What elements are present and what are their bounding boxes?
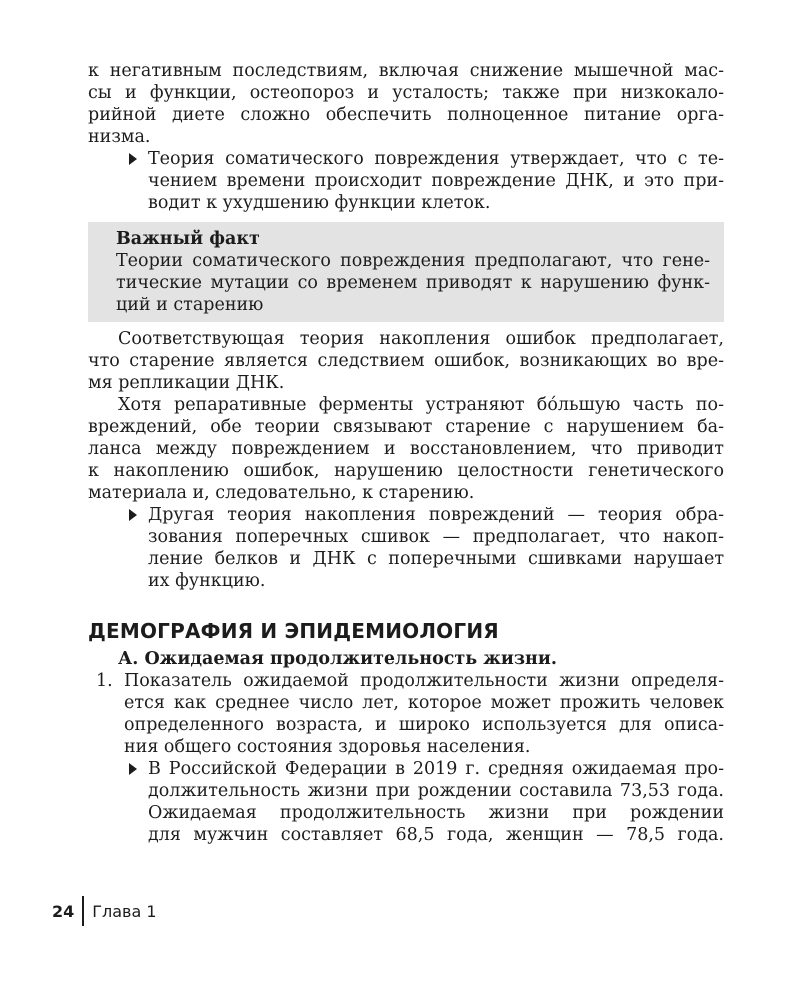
text-line: Показатель ожидаемой продолжительности жизни определя- xyxy=(124,671,724,691)
page-footer xyxy=(52,894,157,928)
text-line: Хотя репаративные ферменты устраняют бо́льшую часть по- xyxy=(118,395,724,415)
text-line: должительность жизни при рождении составила 73,53 года. xyxy=(148,781,724,801)
bullet-item-russia-life-expectancy xyxy=(88,758,724,846)
text-line: что старение является следствием ошибок, возникающих во вре- xyxy=(88,351,724,371)
bullet-item-crosslink-theory xyxy=(88,504,724,592)
text-line: их функцию. xyxy=(148,571,266,591)
text-line: сы и функции, остеопороз и усталость; также при низкокало- xyxy=(88,83,724,103)
text-line: тические мутации со временем приводят к нарушению функ- xyxy=(116,273,710,293)
text-line: Соответствующая теория накопления ошибок предполагает, xyxy=(118,329,724,349)
bullet-item-somatic-damage xyxy=(88,148,724,214)
page-body xyxy=(88,60,724,846)
text-line: ется как среднее число лет, которое может прожить человек xyxy=(124,693,724,713)
intro-paragraph xyxy=(88,60,724,148)
text-line: зования поперечных сшивок — предполагает, что накоп- xyxy=(148,527,724,547)
text-line: ланса между повреждением и восстановлением, что приводит xyxy=(88,439,724,459)
text-line: В Российской Федерации в 2019 г. средняя ожидаемая про- xyxy=(148,759,724,779)
text-line: ния общего состояния здоровья населения. xyxy=(124,737,531,757)
item-number: 1. xyxy=(96,671,113,691)
paragraph-error-theory xyxy=(88,328,724,394)
text-line: водит к ухудшению функции клеток. xyxy=(148,193,491,213)
chapter-label: Глава 1 xyxy=(92,901,157,921)
triangle-bullet-icon xyxy=(129,153,137,165)
triangle-bullet-icon xyxy=(129,763,137,775)
text-line: определенного возраста, и широко используется для описа- xyxy=(124,715,724,735)
text-line: мя репликации ДНК. xyxy=(88,373,285,393)
text-line: для мужчин составляет 68,5 года, женщин — 78,5 года. xyxy=(148,825,724,845)
text-line: к накоплению ошибок, нарушению целостности генетического xyxy=(88,461,724,481)
subsection-heading: А. Ожидаемая продолжительность жизни. xyxy=(118,649,557,669)
callout-title: Важный факт xyxy=(116,229,260,249)
triangle-bullet-icon xyxy=(129,509,137,521)
text-line: Ожидаемая продолжительность жизни при рождении xyxy=(148,803,724,823)
text-line: Теория соматического повреждения утверждает, что с те- xyxy=(148,149,724,169)
text-line: Теории соматического повреждения предполагают, что генe- xyxy=(116,251,710,271)
text-line: материала и, следовательно, к старению. xyxy=(88,483,475,503)
paragraph-repair-enzymes xyxy=(88,394,724,504)
important-fact-box xyxy=(88,222,724,322)
footer-divider xyxy=(82,896,84,926)
text-line: вреждений, обе теории связывают старение с нарушением ба- xyxy=(88,417,724,437)
page-number: 24 xyxy=(52,901,75,921)
numbered-item-1 xyxy=(88,670,724,758)
text-line: ление белков и ДНК с поперечными сшивками нарушает xyxy=(148,549,724,569)
section-heading: ДЕМОГРАФИЯ И ЭПИДЕМИОЛОГИЯ xyxy=(88,619,499,643)
text-line: рийной диете сложно обеспечить полноценное питание орга- xyxy=(88,105,724,125)
text-line: Другая теория накопления повреждений — теория обра- xyxy=(148,505,724,525)
text-line: к негативным последствиям, включая снижение мышечной мас- xyxy=(88,61,724,81)
text-line: низма. xyxy=(88,127,151,147)
text-line: чением времени происходит повреждение ДНК, и это при- xyxy=(148,171,724,191)
text-line: ций и старению xyxy=(116,295,264,315)
